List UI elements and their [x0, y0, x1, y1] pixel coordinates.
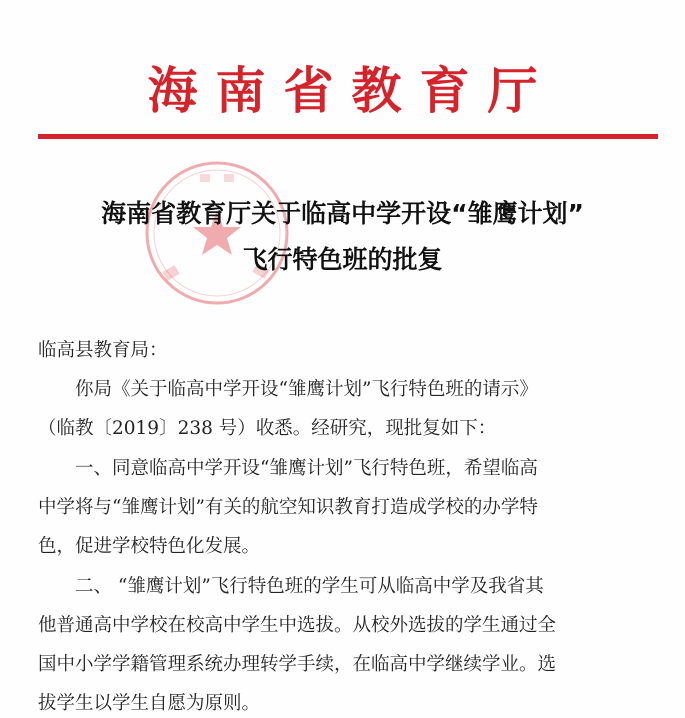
paragraph-3-line-3: 国中小学学籍管理系统办理转学手续，在临高中学继续学业。选: [38, 654, 557, 675]
official-seal-icon: [142, 158, 292, 308]
paragraph-1-line-2: （临教〔2019〕238 号）收悉。经研究，现批复如下：: [38, 418, 497, 439]
masthead-red-rule: [38, 134, 658, 139]
document-title-line-2: 飞行特色班的批复: [242, 245, 443, 274]
salutation: 临高县教育局：: [38, 340, 168, 361]
paragraph-3-line-1: 二、 “雏鹰计划”飞行特色班的学生可从临高中学及我省其: [75, 576, 544, 597]
paragraph-3-line-4: 拔学生以学生自愿为原则。: [38, 693, 261, 714]
paragraph-2-line-1: 一、同意临高中学开设“雏鹰计划”飞行特色班，希望临高: [75, 458, 538, 479]
paragraph-3-line-2: 他普通高中学校在校高中学生中选拔。从校外选拔的学生通过全: [38, 615, 557, 636]
paragraph-2-line-3: 色，促进学校特色化发展。: [38, 536, 261, 557]
paragraph-1-line-1: 你局《关于临高中学开设“雏鹰计划”飞行特色班的请示》: [75, 379, 538, 400]
paragraph-2-line-2: 中学将与“雏鹰计划”有关的航空知识教育打造成学校的办学特: [38, 497, 538, 518]
masthead-title: 海南省教育厅: [147, 61, 556, 120]
document-title-line-1: 海南省教育厅关于临高中学开设“雏鹰计划”: [101, 199, 584, 228]
